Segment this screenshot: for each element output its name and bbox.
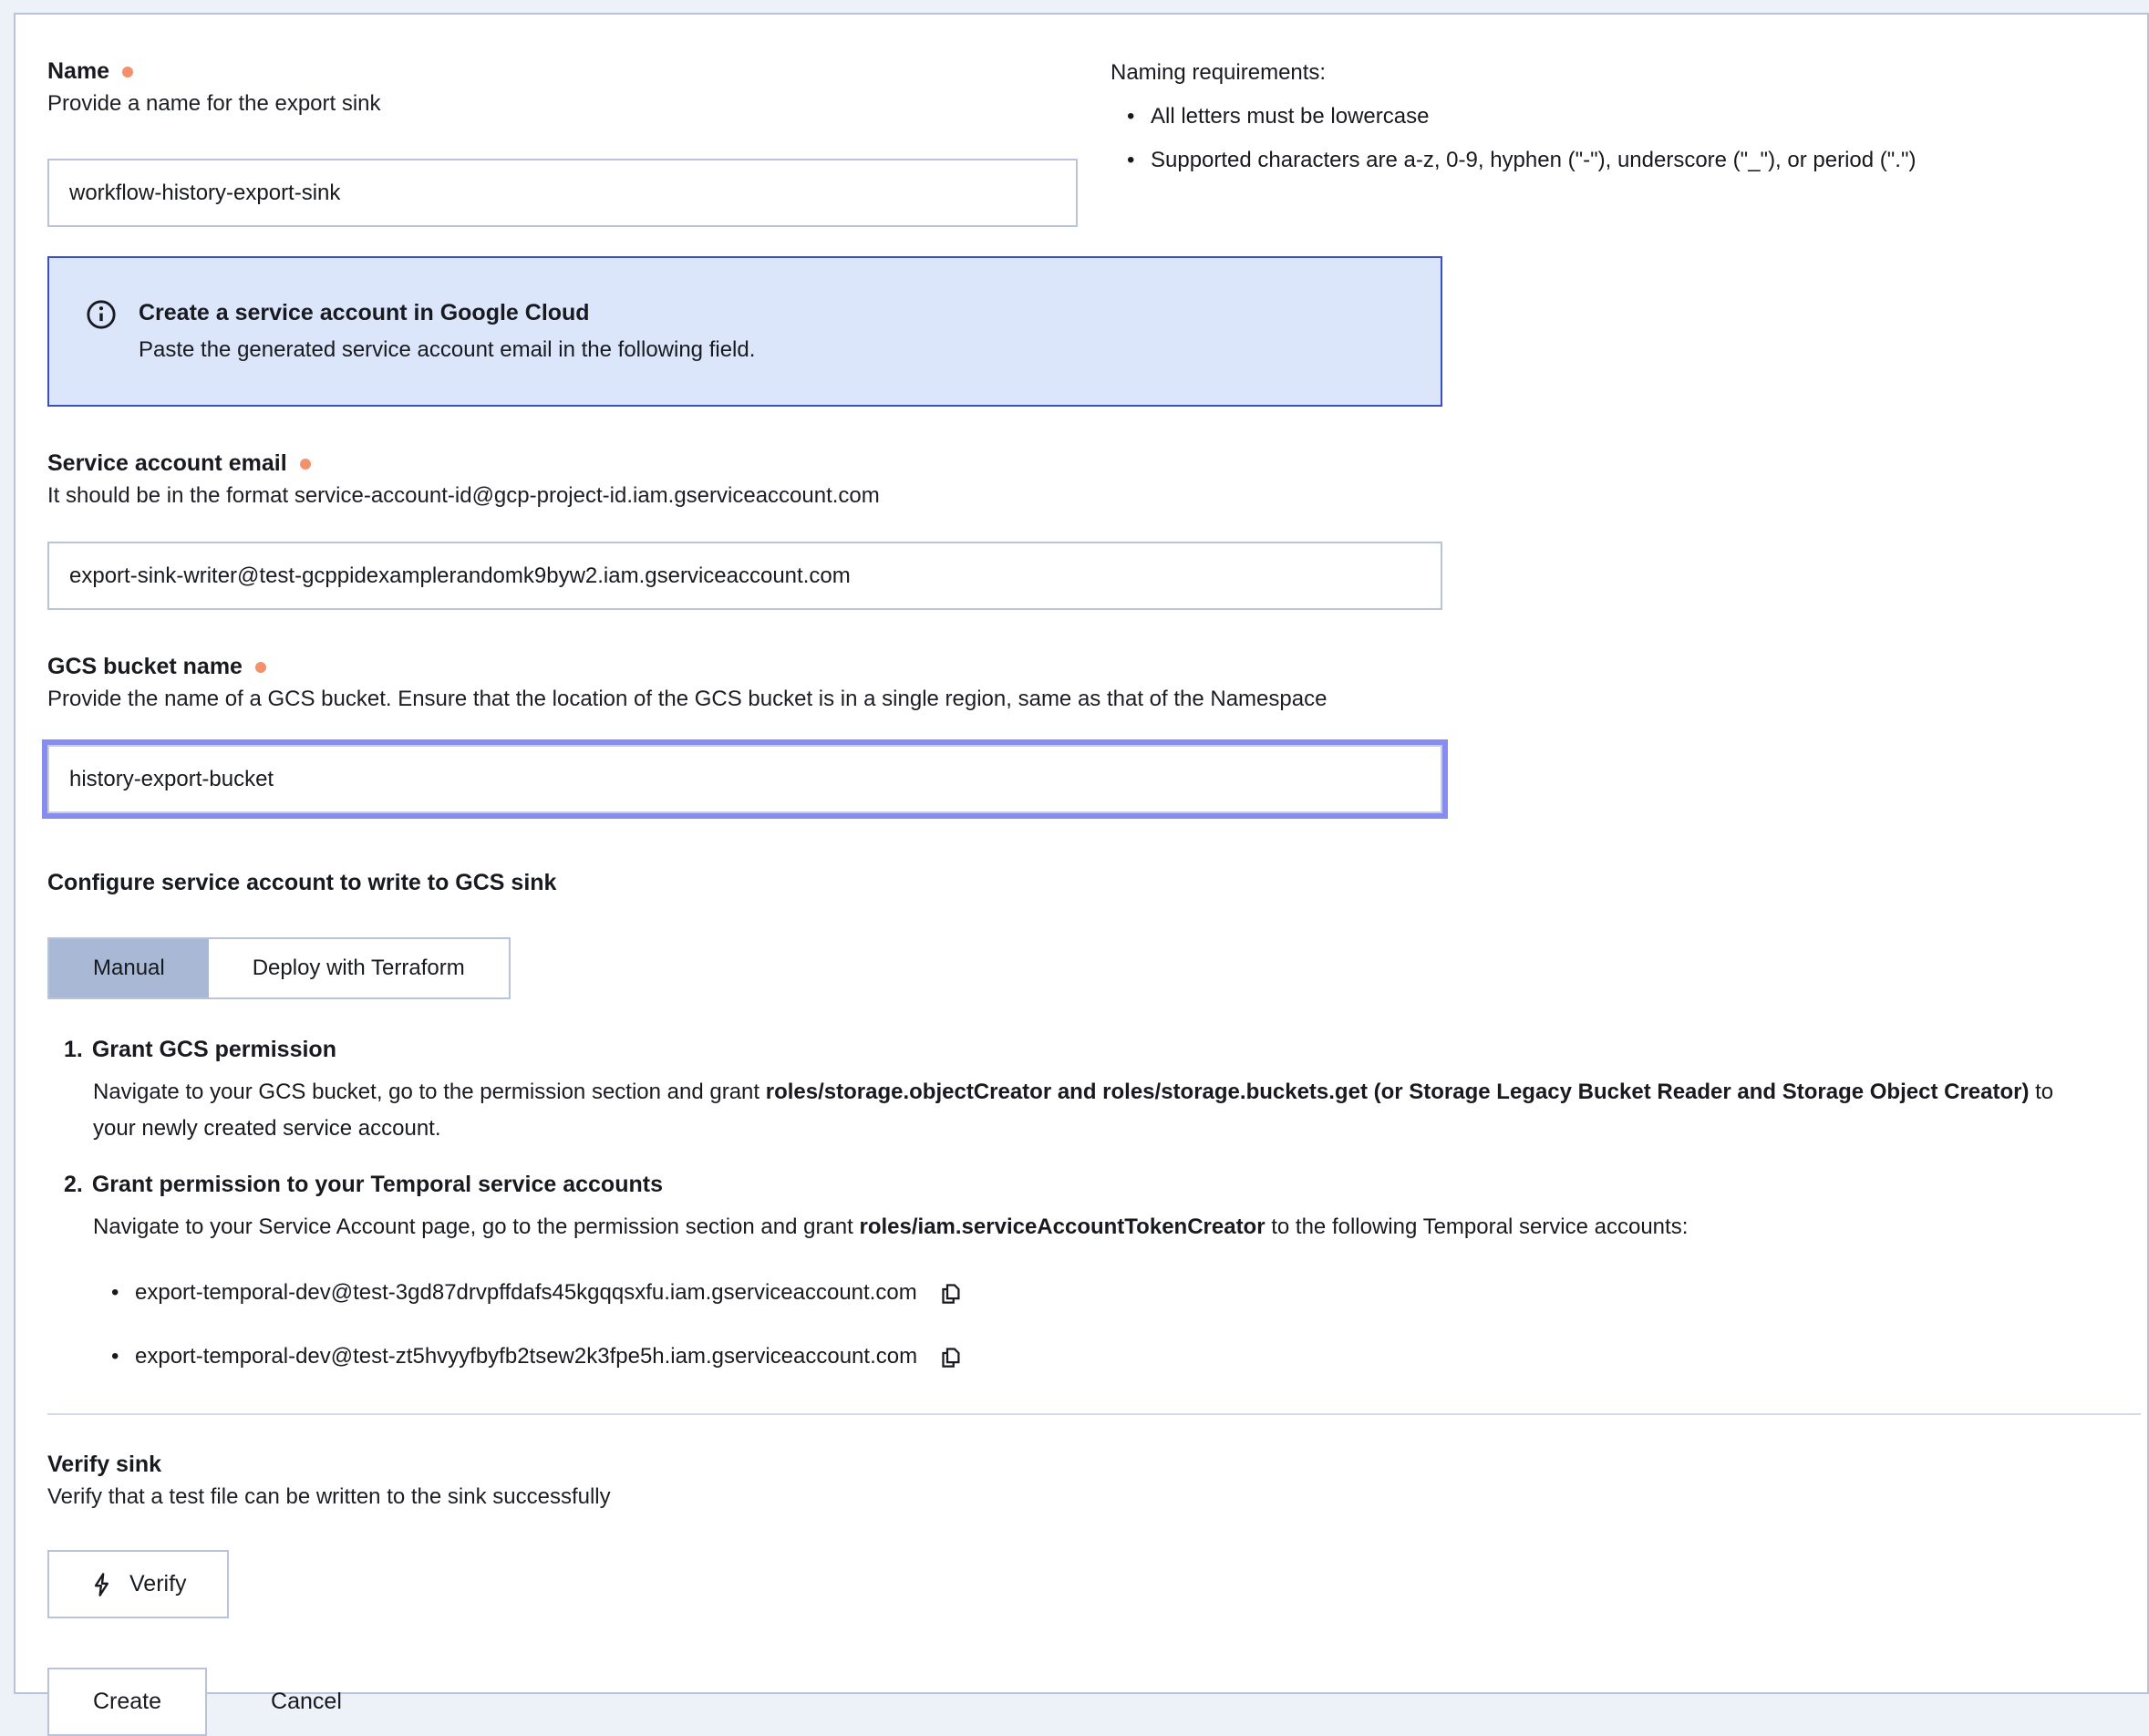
naming-requirements bbox=[1111, 55, 1916, 227]
temporal-service-account-list bbox=[93, 1276, 2135, 1373]
top-row bbox=[47, 55, 2135, 227]
temporal-service-account-email: • export-temporal-dev@test-3gd87drvpffdafs45kgqqsxfu.iam.gserviceaccount.com bbox=[135, 1280, 917, 1305]
lightning-icon bbox=[89, 1572, 115, 1597]
copy-button[interactable] bbox=[939, 1345, 964, 1369]
naming-requirement-item: • Supported characters are a-z, 0-9, hyphen ("-"), underscore ("_"), or period (".") bbox=[1111, 144, 1916, 177]
step-grant-gcs-permission bbox=[64, 1032, 2135, 1147]
service-account-field-label bbox=[47, 447, 2135, 480]
info-banner-title: Create a service account in Google Cloud bbox=[139, 300, 590, 326]
cancel-button[interactable] bbox=[271, 1689, 342, 1715]
verify-section-help: Verify that a test file can be written to the sink successfully bbox=[47, 1484, 611, 1509]
required-dot-icon bbox=[122, 67, 133, 78]
service-account-field-help: It should be in the format service-account-id@gcp-project-id.iam.gserviceaccount.com bbox=[47, 483, 880, 508]
step-grant-temporal-permission bbox=[64, 1167, 2135, 1373]
name-label-text: Name bbox=[47, 58, 110, 84]
info-icon bbox=[86, 299, 117, 367]
configure-section-title: Configure service account to write to GCS sink bbox=[47, 870, 557, 895]
temporal-service-account-item bbox=[93, 1340, 2135, 1373]
bucket-field-label bbox=[47, 650, 2135, 683]
temporal-service-account-item bbox=[93, 1276, 2135, 1309]
verify-section-title: Verify sink bbox=[47, 1452, 162, 1477]
info-banner-body: Paste the generated service account email in the following field. bbox=[139, 337, 756, 362]
configure-tabs bbox=[47, 937, 511, 999]
step-body: Navigate to your Service Account page, go to the permission section and grant roles/iam.serviceAccountTokenCreator to the following Temporal service accounts: bbox=[93, 1214, 1689, 1239]
info-banner bbox=[47, 256, 1442, 407]
bucket-input-value: history-export-bucket bbox=[69, 766, 274, 791]
verify-button[interactable] bbox=[47, 1550, 229, 1618]
service-account-label-text: Service account email bbox=[47, 450, 287, 476]
section-divider bbox=[47, 1413, 2141, 1415]
naming-requirement-item: • All letters must be lowercase bbox=[1111, 100, 1916, 133]
name-input[interactable] bbox=[47, 159, 1078, 227]
cancel-button-label: Cancel bbox=[271, 1689, 342, 1714]
step-number: 1. bbox=[64, 1037, 83, 1062]
step-body: Navigate to your GCS bucket, go to the permission section and grant roles/storage.objectCreator and roles/storage.buckets.get (or Storage Legacy Bucket Reader and Storage Object Creator) to your newly created service account. bbox=[93, 1080, 2054, 1141]
required-dot-icon bbox=[255, 662, 266, 673]
required-dot-icon bbox=[300, 459, 311, 470]
name-field-label bbox=[47, 55, 1078, 88]
step-title-text: Grant GCS permission bbox=[91, 1037, 336, 1062]
bucket-label-text: GCS bucket name bbox=[47, 654, 243, 679]
create-button[interactable] bbox=[47, 1668, 207, 1736]
bucket-field-help: Provide the name of a GCS bucket. Ensure that the location of the GCS bucket is in a single region, same as that of the Namespace bbox=[47, 687, 1328, 711]
step-title-text: Grant permission to your Temporal service accounts bbox=[91, 1172, 663, 1197]
create-button-label: Create bbox=[93, 1689, 162, 1714]
temporal-service-account-email: • export-temporal-dev@test-zt5hvyyfbyfb2tsew2k3fpe5h.iam.gserviceaccount.com bbox=[135, 1344, 918, 1369]
service-account-input[interactable] bbox=[47, 542, 1442, 610]
verify-button-label: Verify bbox=[129, 1571, 187, 1596]
naming-requirements-title: Naming requirements: bbox=[1111, 60, 1327, 85]
step-number: 2. bbox=[64, 1172, 83, 1197]
copy-button[interactable] bbox=[939, 1281, 964, 1306]
name-field-help: Provide a name for the export sink bbox=[47, 91, 381, 116]
tab-deploy-with-terraform[interactable]: Deploy with Terraform bbox=[252, 956, 465, 980]
name-input-value: workflow-history-export-sink bbox=[69, 180, 341, 205]
service-account-input-value: export-sink-writer@test-gcppidexamplerandomk9byw2.iam.gserviceaccount.com bbox=[69, 563, 851, 588]
export-sink-form-card bbox=[14, 13, 2149, 1714]
tab-manual[interactable]: Manual bbox=[49, 939, 209, 997]
bucket-input[interactable] bbox=[47, 745, 1442, 813]
